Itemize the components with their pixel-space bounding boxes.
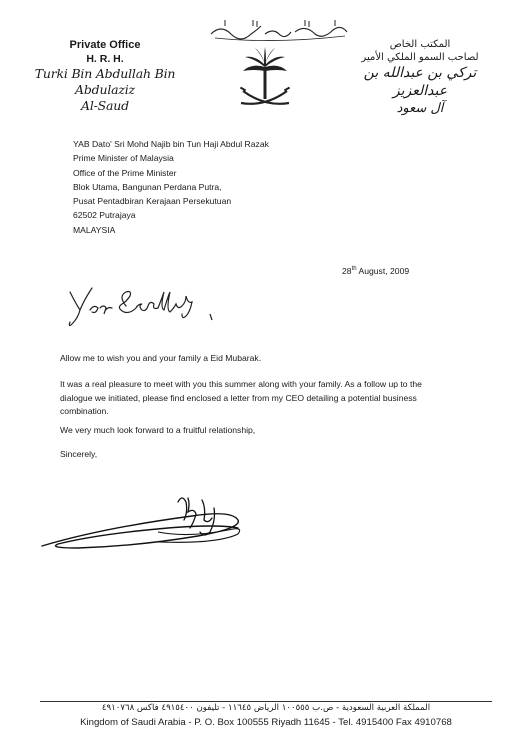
sender-name-arabic-line2: آل سعود bbox=[396, 101, 444, 116]
body-paragraph-1: Allow me to wish you and your family a Eid Mubarak. bbox=[60, 353, 262, 363]
footer-address-english: Kingdom of Saudi Arabia - P. O. Box 100555 Riyadh 11645 - Tel. 4915400 Fax 4910768 bbox=[80, 717, 452, 728]
saudi-palm-swords-emblem-icon bbox=[235, 45, 295, 113]
sender-name-line2: Al-Saud bbox=[81, 98, 129, 113]
handwritten-salutation-icon bbox=[60, 282, 230, 332]
date-rest: August, 2009 bbox=[356, 266, 410, 276]
closing-sincerely: Sincerely, bbox=[60, 449, 98, 459]
sender-name-line1: Turki Bin Abdullah Bin Abdulaziz bbox=[34, 66, 176, 97]
address-line: Pusat Pentadbiran Kerajaan Persekutuan bbox=[73, 196, 232, 207]
address-line: YAB Dato' Sri Mohd Najib bin Tun Haji Abdul Razak bbox=[73, 139, 269, 149]
office-label-arabic: المكتب الخاص bbox=[389, 39, 451, 50]
handwritten-signature-icon bbox=[38, 488, 253, 568]
address-line: Prime Minister of Malaysia bbox=[73, 153, 174, 164]
letter-date bbox=[342, 266, 409, 276]
title-label-arabic: لصاحب السمو الملكي الأمير bbox=[361, 52, 479, 63]
letterhead-right bbox=[340, 38, 500, 117]
address-line: 62502 Putrajaya bbox=[73, 210, 136, 221]
footer-address-arabic: المملكة العربية السعودية - ص.ب ١٠٠٥٥٥ الرياض ١١٦٤٥ - تليفون ٤٩١٥٤٠٠ فاكس ٤٩١٠٧٦٨ bbox=[101, 703, 431, 713]
body-paragraph-2: It was a real pleasure to meet with you this summer along with your family. As a follow up to the dialogue we initiated, please find enclosed a letter from my CEO detailing a potential business combination. bbox=[60, 379, 422, 416]
date-day: 28 bbox=[342, 266, 352, 276]
address-line: MALAYSIA bbox=[73, 224, 116, 235]
letterhead-left bbox=[30, 38, 180, 114]
title-label: H. R. H. bbox=[86, 53, 124, 65]
date-suffix: th bbox=[351, 266, 357, 273]
bismillah-calligraphy-icon bbox=[205, 18, 355, 44]
footer-divider bbox=[40, 701, 492, 702]
recipient-address bbox=[73, 137, 453, 237]
office-label: Private Office bbox=[69, 39, 141, 51]
body-paragraph-3: We very much look forward to a fruitful relationship, bbox=[60, 425, 256, 435]
address-line: Blok Utama, Bangunan Perdana Putra, bbox=[73, 181, 222, 192]
address-line: Office of the Prime Minister bbox=[73, 167, 177, 178]
sender-name-arabic-line1: تركي بن عبدالله بن عبدالعزيز bbox=[363, 65, 477, 99]
